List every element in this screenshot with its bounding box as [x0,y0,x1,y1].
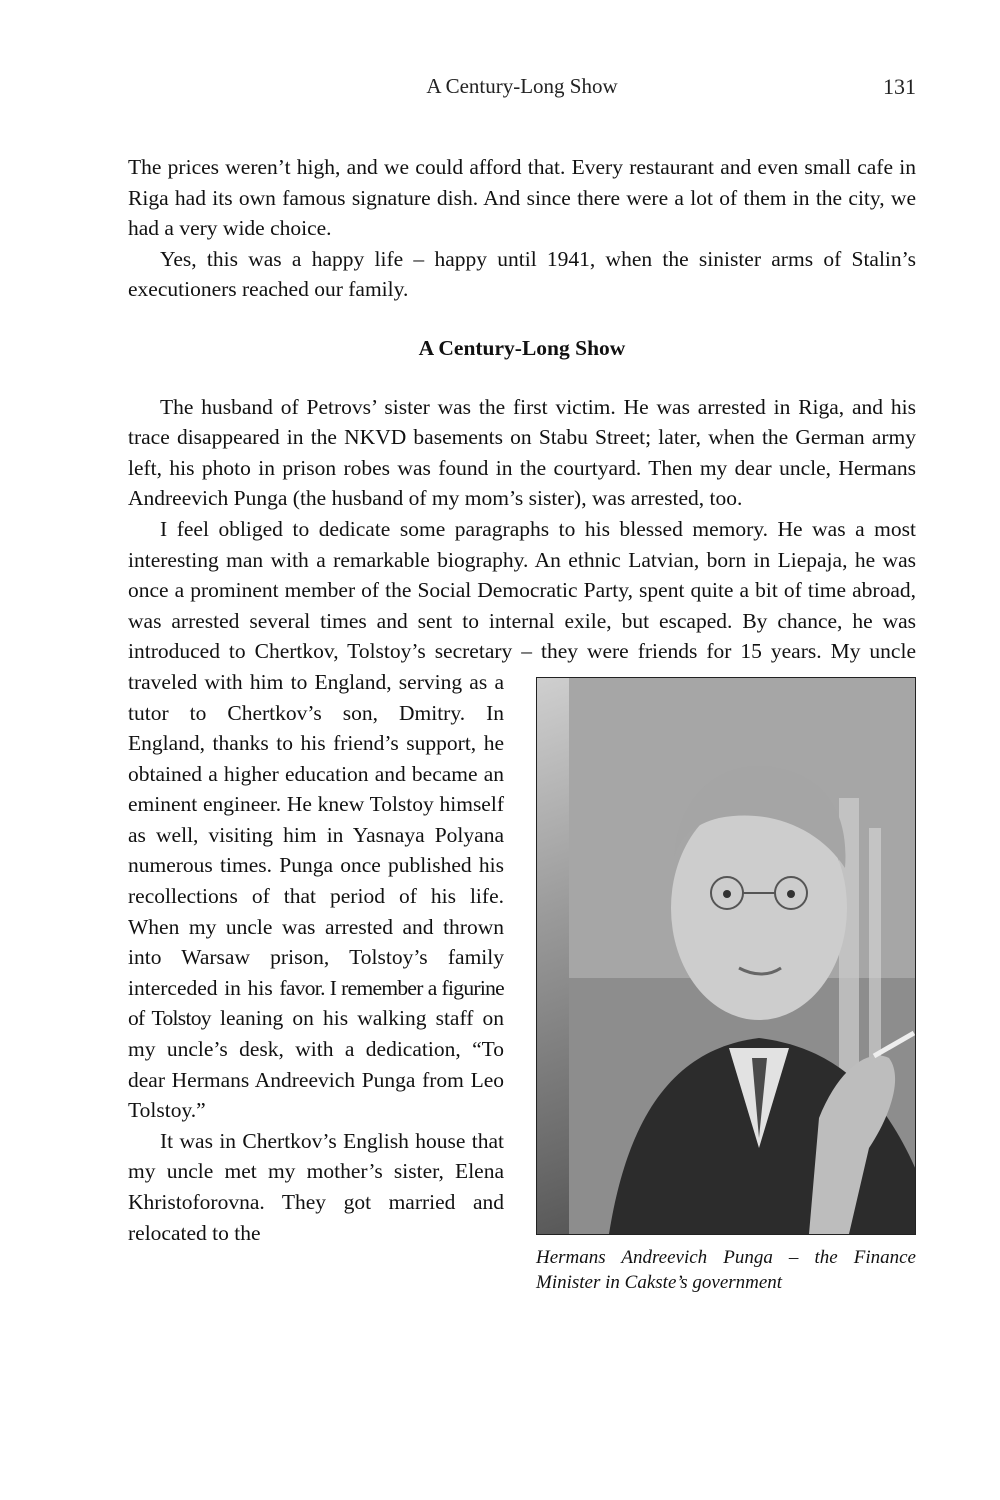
paragraph-4-part-c: favor. I remember a figurine of Tolstoy [128,975,505,1031]
paragraph-4-part-d: leaning on his walking staff on my uncle’s desk, with a dedication, “To dear Hermans Andreevich Punga from Leo Tolstoy.” [128,1006,505,1123]
figure [536,677,916,1295]
paragraph-1: The prices weren’t high, and we could afford that. Every restaurant and even small cafe in Riga had its own famous signature dish. And since there were a lot of them in the city, we had a very wide choice. [128,155,916,241]
paragraph-2: Yes, this was a happy life – happy until 1941, when the sinister arms of Stalin’s executioners reached our family. [128,246,916,302]
paragraph-5: It was in Chertkov’s English house that my uncle met my mother’s sister, Elena Khristoforovna. They got married and relocated to the [128,1128,504,1245]
paragraph-4-part-b: him to England, serving as a tutor to Chertkov’s son, Dmitry. In England, thanks to his friend’s support, he obtained a higher education and became an eminent engineer. He knew Tolstoy himself as well, visiting him in Yasnaya Polyana numerous times. Punga once published his recollections of that period of his life. When my uncle was arrested and thrown into Warsaw prison, Tolstoy’s family interceded in his [128,669,504,1000]
running-title: A Century-Long Show [426,74,618,98]
portrait-photo [536,677,916,1235]
body-text [128,152,916,1295]
paragraph-4-part-a: I feel obliged to dedicate some paragraphs to his blessed memory. He was a most interesting man with a remarkable biography. An ethnic Latvian, born in Liepaja, he was once a prominent member of the Social Democratic Party, spent quite a bit of time abroad, was arrested several times and sent to internal exile, but escaped. By chance, he was introduced to Chertkov, Tolstoy’s secretary – they were friends for 15 years. My uncle traveled with [128,516,916,694]
portrait-illustration [569,678,916,1234]
running-head [128,74,916,106]
paragraph-3: The husband of Petrovs’ sister was the first victim. He was arrested in Riga, and his trace disappeared in the NKVD basements on Stabu Street; later, when the German army left, his photo in prison robes was found in the courtyard. Then my dear uncle, Hermans Andreevich Punga (the husband of my mom’s sister), was arrested, too. [128,394,916,511]
figure-caption: Hermans Andreevich Punga – the Finance Minister in Cakste’s government [536,1246,916,1293]
page-number: 131 [883,74,916,99]
section-heading: A Century-Long Show [418,335,626,360]
